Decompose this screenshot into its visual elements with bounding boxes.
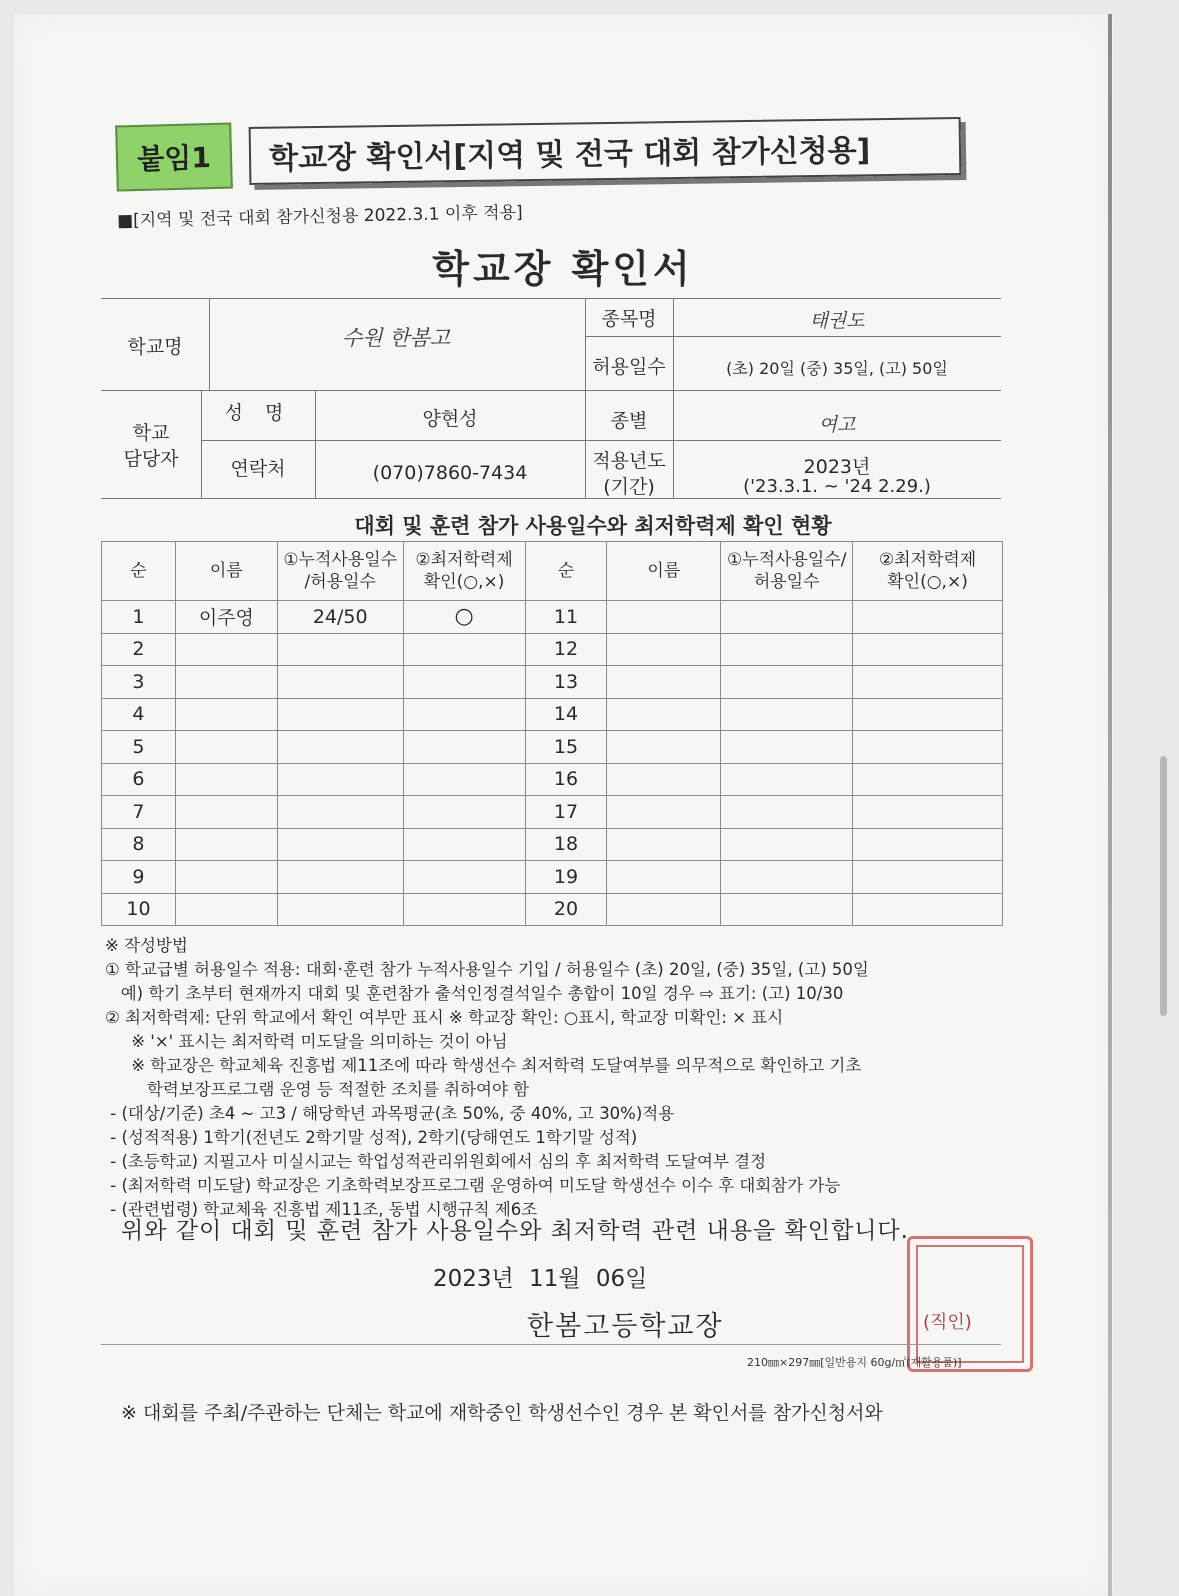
table-row (102, 698, 1003, 731)
col-min-line2: 확인(○,×) (423, 572, 505, 592)
document-page (12, 14, 1113, 1596)
col-days-right (721, 542, 853, 601)
col-min (403, 542, 525, 601)
row-days-right (721, 893, 853, 926)
allowed-days-label: 허용일수 (592, 356, 666, 378)
event-label: 종목명 (601, 308, 657, 330)
instruction-line: 학력보장프로그램 운영 등 적절한 조치를 취하여야 함 (105, 1080, 530, 1099)
row-no: 4 (102, 698, 176, 731)
instruction-line: ※ 학교장은 학교체육 진흥법 제11조에 따라 학생선수 최저학력 도달여부를 의무적으로 확인하고 기초 (105, 1056, 862, 1075)
row-min (403, 893, 525, 926)
row-days-right (721, 828, 853, 861)
row-min (403, 796, 525, 829)
instruction-line: - (초등학교) 지필고사 미실시교는 학업성적관리위원회에서 심의 후 최저학력 도달여부 결정 (105, 1152, 767, 1171)
row-no-right: 15 (525, 731, 607, 764)
row-name-right (607, 763, 721, 796)
row-days-right (721, 633, 853, 666)
row-name-right (607, 698, 721, 731)
col-min-right (853, 542, 1003, 601)
allowed-days-value: (초) 20일 (중) 35일, (고) 50일 (726, 359, 948, 378)
row-min-right (853, 828, 1003, 861)
row-no-right: 14 (525, 698, 607, 731)
row-no: 3 (102, 666, 176, 699)
row-no-right: 19 (525, 861, 607, 894)
row-days (277, 861, 403, 894)
row-min-right (853, 893, 1003, 926)
row-days (277, 796, 403, 829)
manager-label-1: 학교 (132, 422, 170, 444)
year-label-1: 적용년도 (592, 450, 666, 472)
row-min (403, 633, 525, 666)
school-label: 학교명 (127, 336, 183, 358)
row-min (403, 828, 525, 861)
year-label-2: (기간) (603, 476, 655, 498)
instruction-line: ※ '×' 표시는 최저학력 미도달을 의미하는 것이 아님 (105, 1032, 508, 1051)
divider (101, 1344, 1001, 1345)
row-no-right: 16 (525, 763, 607, 796)
roster-body (102, 601, 1003, 926)
col-no: 순 (102, 542, 176, 601)
row-name-right (607, 796, 721, 829)
row-min-right (853, 698, 1003, 731)
row-days-right (721, 861, 853, 894)
row-no: 9 (102, 861, 176, 894)
category-value: 여고 (818, 414, 856, 436)
row-min (403, 666, 525, 699)
contact-value: (070)7860-7434 (372, 462, 528, 484)
row-name (175, 861, 277, 894)
page-edge (1108, 14, 1112, 1596)
row-no: 7 (102, 796, 176, 829)
table-row (102, 731, 1003, 764)
table-row (102, 633, 1003, 666)
row-days (277, 828, 403, 861)
row-days (277, 633, 403, 666)
row-name-right (607, 731, 721, 764)
attachment-badge: 붙임1 (115, 122, 233, 191)
row-name (175, 731, 277, 764)
name-label: 성 명 (224, 402, 292, 424)
row-min-right (853, 666, 1003, 699)
event-value: 태권도 (809, 310, 865, 332)
row-min (403, 763, 525, 796)
col-min-line1: ②최저학력제 (415, 550, 513, 570)
table-row (102, 861, 1003, 894)
row-days (277, 763, 403, 796)
row-name-right (607, 861, 721, 894)
row-days-right (721, 731, 853, 764)
row-min-right (853, 731, 1003, 764)
row-days (277, 666, 403, 699)
row-no: 10 (102, 893, 176, 926)
form-subnote: ■[지역 및 전국 대회 참가신청용 2022.3.1 이후 적용] (116, 202, 523, 232)
row-days-right (721, 601, 853, 634)
period-value: ('23.3.1. ~ '24 2.29.) (743, 476, 931, 497)
school-value: 수원 한봄고 (341, 326, 451, 350)
instruction-line: ※ 작성방법 (105, 936, 188, 955)
row-days-right (721, 796, 853, 829)
col-days-right-line1: ①누적사용일수/ (726, 550, 847, 570)
row-name (175, 828, 277, 861)
seal-label: (직인) (923, 1312, 972, 1333)
table-row (102, 763, 1003, 796)
table-row (102, 666, 1003, 699)
table-row (102, 893, 1003, 926)
row-days: 24/50 (277, 601, 403, 634)
instruction-line: ② 최저학력제: 단위 학교에서 확인 여부만 표시 ※ 학교장 확인: ○표시, 학교장 미확인: × 표시 (105, 1008, 784, 1027)
row-name-right (607, 633, 721, 666)
table-row (102, 828, 1003, 861)
row-days (277, 893, 403, 926)
year-value: 2023년 (803, 456, 871, 478)
col-days (277, 542, 403, 601)
row-days-right (721, 698, 853, 731)
row-no: 5 (102, 731, 176, 764)
roster-table (101, 541, 1003, 926)
row-days-right (721, 763, 853, 796)
scrollbar[interactable] (1160, 756, 1167, 1016)
row-min (403, 861, 525, 894)
row-no-right: 20 (525, 893, 607, 926)
table-row (102, 601, 1003, 634)
row-name (175, 763, 277, 796)
col-no-right: 순 (525, 542, 607, 601)
row-no-right: 17 (525, 796, 607, 829)
row-name (175, 666, 277, 699)
instruction-line: 예) 학기 초부터 현재까지 대회 및 훈련참가 출석인정결석일수 총합이 10일 경우 ⇨ 표기: (고) 10/30 (105, 984, 844, 1003)
col-min-right-line1: ②최저학력제 (878, 550, 977, 570)
category-label: 종별 (610, 410, 648, 432)
col-days-right-line2: 허용일수 (753, 572, 820, 592)
instruction-line: ① 학교급별 허용일수 적용: 대회·훈련 참가 누적사용일수 기입 / 허용일수 (초) 20일, (중) 35일, (고) 50일 (105, 960, 869, 979)
principal-signature: 한봄고등학교장 (527, 1311, 724, 1342)
paper-size-note: 210㎜×297㎜[일반용지 60g/㎡(재활용품)] (747, 1356, 962, 1369)
roster-header-row (102, 542, 1003, 601)
row-min-right (853, 861, 1003, 894)
row-min: ○ (403, 601, 525, 634)
row-min (403, 731, 525, 764)
name-value: 양현성 (422, 408, 478, 430)
manager-label-2: 담당자 (123, 448, 179, 470)
document-title: 학교장 확인서 (432, 247, 694, 291)
row-no: 6 (102, 763, 176, 796)
row-name: 이주영 (175, 601, 277, 634)
row-days (277, 731, 403, 764)
row-name (175, 698, 277, 731)
row-no-right: 13 (525, 666, 607, 699)
row-min-right (853, 633, 1003, 666)
row-name-right (607, 893, 721, 926)
instruction-line: - (관련법령) 학교체육 진흥법 제11조, 동법 시행규칙 제6조 (105, 1200, 538, 1219)
official-seal (907, 1236, 1033, 1372)
col-days-line1: ①누적사용일수 (283, 550, 398, 570)
row-min-right (853, 601, 1003, 634)
instruction-line: - (대상/기준) 초4 ~ 고3 / 해당학년 과목평균(초 50%, 중 40%, 고 30%)적용 (105, 1104, 675, 1123)
row-no: 2 (102, 633, 176, 666)
instructions (105, 934, 1025, 1222)
instruction-line: - (성적적용) 1학기(전년도 2학기말 성적), 2학기(당해연도 1학기말 성적) (105, 1128, 638, 1147)
row-min-right (853, 796, 1003, 829)
row-no: 8 (102, 828, 176, 861)
confirmation-statement: 위와 같이 대회 및 훈련 참가 사용일수와 최저학력 관련 내용을 확인합니다. (121, 1218, 909, 1244)
row-days-right (721, 666, 853, 699)
form-title-box: 학교장 확인서[지역 및 전국 대회 참가신청용] (249, 117, 962, 185)
section-title: 대회 및 훈련 참가 사용일수와 최저학력제 확인 현황 (354, 514, 832, 538)
col-name-right: 이름 (607, 542, 721, 601)
issue-date: 2023년 11월 06일 (433, 1266, 648, 1292)
row-no-right: 18 (525, 828, 607, 861)
table-row (102, 796, 1003, 829)
row-no: 1 (102, 601, 176, 634)
row-no-right: 12 (525, 633, 607, 666)
row-days (277, 698, 403, 731)
col-name: 이름 (175, 542, 277, 601)
footer-note: ※ 대회를 주최/주관하는 단체는 학교에 재학중인 학생선수인 경우 본 확인서를 참가신청서와 (121, 1402, 883, 1424)
row-min-right (853, 763, 1003, 796)
col-days-line2: /허용일수 (304, 572, 376, 592)
instruction-line: - (최저학력 미도달) 학교장은 기초학력보장프로그램 운영하여 미도달 학생선수 이수 후 대회참가 가능 (105, 1176, 841, 1195)
row-name-right (607, 666, 721, 699)
col-min-right-line2: 확인(○,×) (887, 572, 968, 592)
row-min (403, 698, 525, 731)
row-name (175, 796, 277, 829)
info-table (101, 294, 1001, 504)
row-name-right (607, 601, 721, 634)
row-no-right: 11 (525, 601, 607, 634)
row-name-right (607, 828, 721, 861)
contact-label: 연락처 (230, 458, 286, 480)
row-name (175, 633, 277, 666)
row-name (175, 893, 277, 926)
